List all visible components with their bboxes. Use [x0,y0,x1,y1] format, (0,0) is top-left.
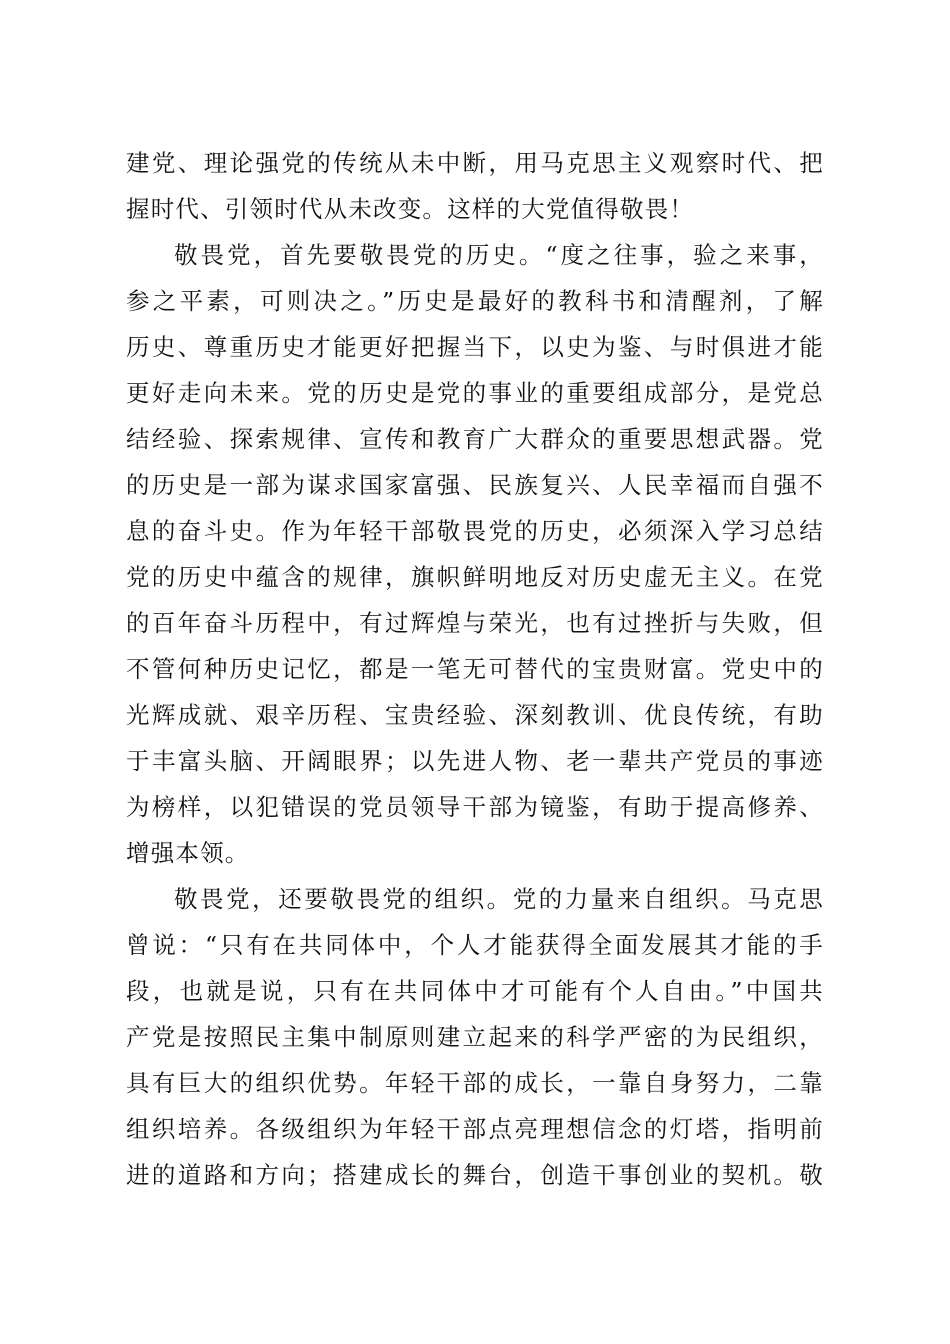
paragraph-1-line: 建党、理论强党的传统从未中断，用马克思主义观察时代、把 [126,149,824,177]
paragraph-3-line: 曾说：“只有在共同体中，个人才能获得全面发展其才能的手 [126,931,824,959]
paragraph-1-line: 握时代、引领时代从未改变。这样的大党值得敬畏！ [126,195,695,223]
paragraph-2-line: 不管何种历史记忆，都是一笔无可替代的宝贵财富。党史中的 [126,655,824,683]
paragraph-2-line: 息的奋斗史。作为年轻干部敬畏党的历史，必须深入学习总结 [126,517,824,545]
paragraph-2-line: 增强本领。 [126,839,250,867]
paragraph-2-line: 敬畏党，首先要敬畏党的历史。“度之往事，验之来事， [174,241,824,269]
paragraph-2-line: 更好走向未来。党的历史是党的事业的重要组成部分，是党总 [126,379,824,407]
paragraph-3-line: 组织培养。各级组织为年轻干部点亮理想信念的灯塔，指明前 [126,1115,824,1143]
paragraph-2-line: 的历史是一部为谋求国家富强、民族复兴、人民幸福而自强不 [126,471,824,499]
paragraph-2-line: 党的历史中蕴含的规律，旗帜鲜明地反对历史虚无主义。在党 [126,563,824,591]
paragraph-2-line: 为榜样，以犯错误的党员领导干部为镜鉴，有助于提高修养、 [126,793,824,821]
paragraph-2-line: 结经验、探索规律、宣传和教育广大群众的重要思想武器。党 [126,425,824,453]
document-body [126,140,824,1198]
paragraph-3-line: 具有巨大的组织优势。年轻干部的成长，一靠自身努力，二靠 [126,1069,824,1097]
paragraph-2-line: 的百年奋斗历程中，有过辉煌与荣光，也有过挫折与失败，但 [126,609,824,637]
paragraph-3-line: 产党是按照民主集中制原则建立起来的科学严密的为民组织， [126,1023,824,1051]
paragraph-3-line: 进的道路和方向；搭建成长的舞台，创造干事创业的契机。敬 [126,1161,824,1189]
paragraph-3-line: 段，也就是说，只有在共同体中才可能有个人自由。”中国共 [126,977,824,1005]
paragraph-2-line: 历史、尊重历史才能更好把握当下，以史为鉴、与时俱进才能 [126,333,824,361]
paragraph-2-line: 于丰富头脑、开阔眼界；以先进人物、老一辈共产党员的事迹 [126,747,824,775]
paragraph-2-line: 光辉成就、艰辛历程、宝贵经验、深刻教训、优良传统，有助 [126,701,824,729]
paragraph-2-line: 参之平素，可则决之。”历史是最好的教科书和清醒剂，了解 [126,287,824,315]
paragraph-3-line: 敬畏党，还要敬畏党的组织。党的力量来自组织。马克思 [174,885,824,913]
